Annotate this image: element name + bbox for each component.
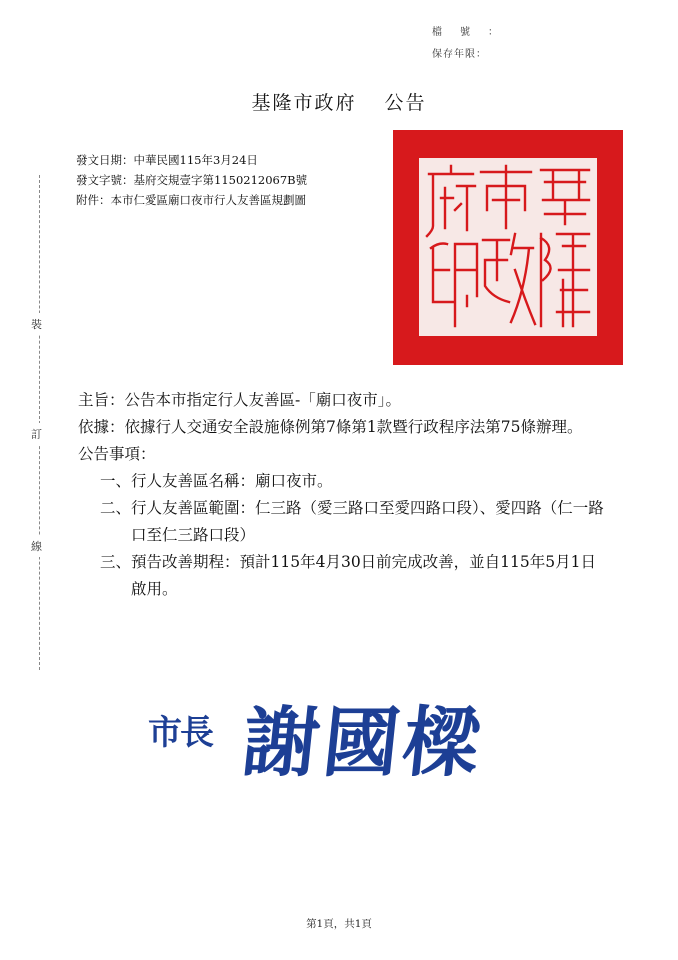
subject-text: 公告本市指定行人友善區-「廟口夜市」。: [124, 391, 402, 409]
issuing-organization: 基隆市政府: [251, 92, 357, 114]
items-heading-row: [78, 441, 608, 468]
issue-date: 發文日期：中華民國115年3月24日: [76, 153, 258, 167]
file-number-field: [432, 22, 516, 44]
subject-paragraph: [78, 387, 608, 414]
list-item: [100, 549, 608, 603]
item-text: 行人友善區範圍：仁三路（愛三路口至愛四路口段）、愛四路（仁一路口至仁三路口段）: [131, 499, 604, 544]
page-number: 第1頁，共1頁: [306, 918, 372, 930]
retention-field: [432, 44, 516, 66]
retention-label: 保存年限：: [432, 49, 487, 60]
document-title: [0, 88, 678, 115]
items-heading: 公告事項：: [78, 445, 156, 463]
item-number: 一、: [100, 472, 132, 490]
list-item: [100, 495, 608, 549]
item-text: 預告改善期程：預計115年4月30日前完成改善，並自115年5月1日啟用。: [131, 553, 596, 598]
official-seal-icon: [393, 130, 623, 365]
binding-char-1: 裝: [31, 313, 42, 335]
basis-paragraph: [78, 414, 608, 441]
document-body: [78, 387, 608, 603]
list-item: [100, 468, 608, 495]
announcement-items: [100, 468, 608, 603]
binding-char-3: 線: [31, 535, 42, 557]
document-number: 發文字號：基府交規壹字第1150212067B號: [76, 173, 308, 187]
document-meta: [76, 150, 307, 210]
item-text: 行人友善區名稱：廟口夜市。: [131, 472, 333, 490]
file-number-label: 檔號：: [432, 27, 516, 38]
signature-name: 謝國樑: [238, 698, 489, 787]
binding-char-2: 訂: [31, 423, 42, 445]
document-type: 公告: [384, 92, 427, 114]
item-number: 二、: [100, 499, 132, 517]
archive-fields: [432, 22, 516, 66]
subject-heading: 主旨：: [78, 391, 125, 409]
signature-title: 市長: [148, 713, 212, 753]
basis-text: 依據行人交通安全設施條例第7條第1款暨行政程序法第75條辦理。: [124, 418, 583, 436]
attachment-line: 附件：本市仁愛區廟口夜市行人友善區規劃圖: [76, 193, 306, 207]
basis-heading: 依據：: [78, 418, 125, 436]
item-number: 三、: [100, 553, 132, 571]
